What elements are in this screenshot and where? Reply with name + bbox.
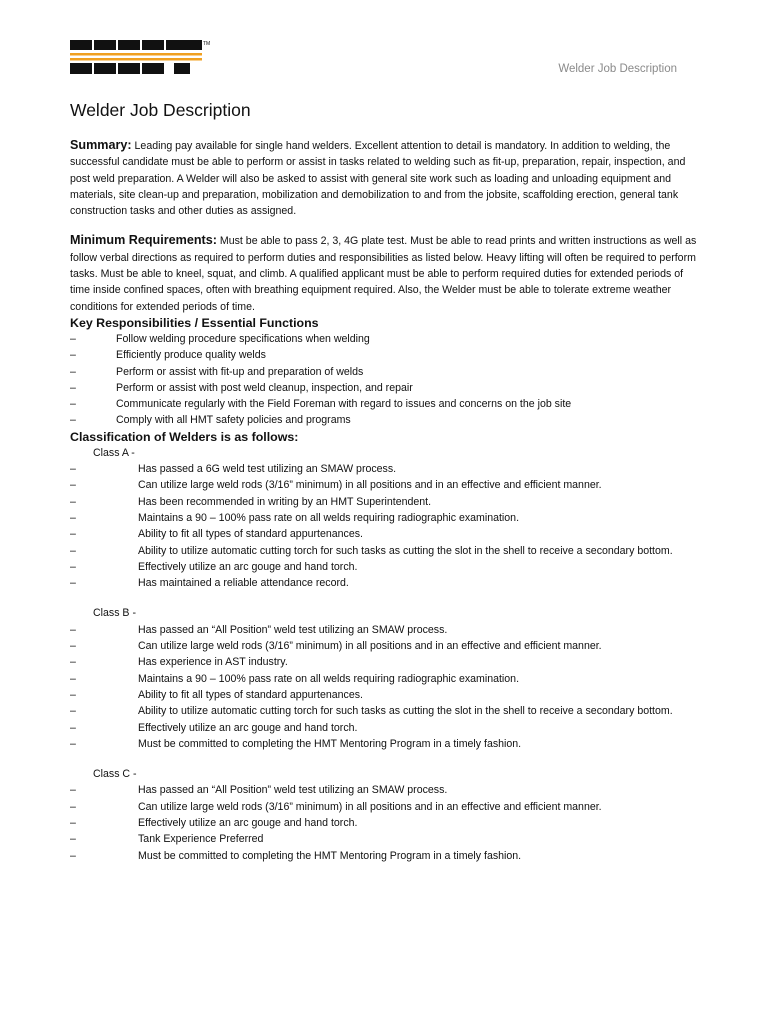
list-item-text: Perform or assist with post weld cleanup, inspection, and repair xyxy=(116,381,413,394)
list-dash: – xyxy=(70,414,76,427)
list-item xyxy=(70,782,700,798)
list-item-text: Ability to fit all types of standard appurtenances. xyxy=(138,688,363,701)
list-dash: – xyxy=(70,833,76,846)
list-dash: – xyxy=(70,544,76,557)
class-c-label: Class C - xyxy=(93,768,137,781)
list-dash: – xyxy=(70,656,76,669)
list-item-text: Has passed a 6G weld test utilizing an SMAW process. xyxy=(138,463,397,476)
list-dash: – xyxy=(70,705,76,718)
list-item xyxy=(70,461,700,477)
hmt-logo-graphic xyxy=(70,40,210,76)
list-dash: – xyxy=(70,560,76,573)
list-item xyxy=(70,477,700,493)
list-dash: – xyxy=(70,849,76,862)
list-item xyxy=(70,412,700,428)
page-title: Welder Job Description xyxy=(70,100,251,120)
list-dash: – xyxy=(70,577,76,590)
list-item-text: Maintains a 90 – 100% pass rate on all welds requiring radiographic examination. xyxy=(138,511,520,524)
list-item xyxy=(70,347,700,363)
list-item xyxy=(70,494,700,510)
list-item-text: Effectively utilize an arc gouge and hand torch. xyxy=(138,721,358,734)
requirements-text: Must be able to pass 2, 3, 4G plate test. Must be able to read prints and written instructions as well as follow verbal directions as required to perform duties and responsibilities as listed below. Heavy lifting will often be required to perform tasks. Must be able to kneel, squat, and climb. A qualified applicant must be able to perform required duties for extended periods of time inside confined spaces, often with breathing equipment required. Also, the Welder must be able to tolerate extreme weather conditions for extended periods of time. xyxy=(70,235,697,313)
list-item-text: Perform or assist with fit-up and preparation of welds xyxy=(116,365,364,378)
list-item-text: Communicate regularly with the Field Foreman with regard to issues and concerns on the job site xyxy=(116,398,572,411)
list-item xyxy=(70,331,700,347)
list-item-text: Has experience in AST industry. xyxy=(138,656,288,669)
list-item xyxy=(70,510,700,526)
list-dash: – xyxy=(70,640,76,653)
list-item-text: Must be committed to completing the HMT Mentoring Program in a timely fashion. xyxy=(138,737,522,750)
responsibilities-heading: Key Responsibilities / Essential Functions xyxy=(70,315,319,330)
list-dash: – xyxy=(70,479,76,492)
summary-label: Summary: xyxy=(70,138,132,152)
list-item-text: Can utilize large weld rods (3/16” minimum) in all positions and in an effective and efficient manner. xyxy=(138,479,602,492)
list-item xyxy=(70,559,700,575)
svg-text:TM: TM xyxy=(203,41,210,47)
list-item-text: Can utilize large weld rods (3/16” minimum) in all positions and in an effective and efficient manner. xyxy=(138,800,602,813)
list-dash: – xyxy=(70,721,76,734)
summary-paragraph xyxy=(70,137,700,219)
list-dash: – xyxy=(70,528,76,541)
list-dash: – xyxy=(70,398,76,411)
list-item-text: Ability to utilize automatic cutting torch for such tasks as cutting the slot in the shell to receive a secondary bottom. xyxy=(138,705,673,718)
list-item-text: Tank Experience Preferred xyxy=(138,833,264,846)
list-item-text: Follow welding procedure specifications when welding xyxy=(116,332,370,345)
list-item-text: Effectively utilize an arc gouge and hand torch. xyxy=(138,560,358,573)
list-item xyxy=(70,526,700,542)
class-a-label: Class A - xyxy=(93,446,135,459)
list-item-text: Has maintained a reliable attendance record. xyxy=(138,577,349,590)
list-item xyxy=(70,703,700,719)
responsibilities-list xyxy=(70,331,700,429)
list-item-text: Comply with all HMT safety policies and programs xyxy=(116,414,351,427)
list-item-text: Has been recommended in writing by an HMT Superintendent. xyxy=(138,495,432,508)
list-item-text: Has passed an “All Position” weld test utilizing an SMAW process. xyxy=(138,784,448,797)
list-item-text: Effectively utilize an arc gouge and hand torch. xyxy=(138,816,358,829)
list-item xyxy=(70,622,700,638)
list-dash: – xyxy=(70,623,76,636)
list-item xyxy=(70,396,700,412)
requirements-paragraph xyxy=(70,232,700,314)
list-dash: – xyxy=(70,365,76,378)
list-item xyxy=(70,848,700,864)
list-dash: – xyxy=(70,737,76,750)
list-item xyxy=(70,380,700,396)
list-item-text: Maintains a 90 – 100% pass rate on all welds requiring radiographic examination. xyxy=(138,672,520,685)
list-item-text: Ability to fit all types of standard appurtenances. xyxy=(138,528,363,541)
list-item xyxy=(70,575,700,591)
list-dash: – xyxy=(70,672,76,685)
list-dash: – xyxy=(70,816,76,829)
list-dash: – xyxy=(70,784,76,797)
list-item xyxy=(70,638,700,654)
class-b-list xyxy=(70,622,700,752)
list-dash: – xyxy=(70,463,76,476)
hmt-logo xyxy=(70,40,210,76)
list-dash: – xyxy=(70,495,76,508)
class-a-list xyxy=(70,461,700,591)
list-item xyxy=(70,687,700,703)
list-item xyxy=(70,736,700,752)
requirements-label: Minimum Requirements: xyxy=(70,233,217,248)
list-item-text: Efficiently produce quality welds xyxy=(116,349,266,362)
summary-text: Leading pay available for single hand welders. Excellent attention to detail is mandatory. In addition to welding, the successful candidate must be able to perform or assist in tasks related to welding such as fit-up, preparation, repair, inspection, and post weld preparation. A Welder will also be asked to assist with general site work such as loading and unloading equipment and materials, site clean-up and preparation, mobilization and demobilization to and from the jobsite, scaffolding erection, general tank construction tasks and other duties as assigned. xyxy=(70,140,686,218)
list-item xyxy=(70,654,700,670)
document-body xyxy=(70,98,700,864)
list-dash: – xyxy=(70,511,76,524)
list-dash: – xyxy=(70,332,76,345)
list-dash: – xyxy=(70,688,76,701)
class-b-label: Class B - xyxy=(93,607,136,620)
list-item xyxy=(70,364,700,380)
list-item xyxy=(70,720,700,736)
list-item xyxy=(70,815,700,831)
list-dash: – xyxy=(70,381,76,394)
list-item xyxy=(70,831,700,847)
list-item-text: Ability to utilize automatic cutting torch for such tasks as cutting the slot in the shell to receive a secondary bottom. xyxy=(138,544,673,557)
list-item xyxy=(70,799,700,815)
list-item xyxy=(70,543,700,559)
list-item-text: Can utilize large weld rods (3/16” minimum) in all positions and in an effective and efficient manner. xyxy=(138,640,602,653)
list-item-text: Has passed an “All Position” weld test utilizing an SMAW process. xyxy=(138,623,448,636)
running-header: Welder Job Description xyxy=(558,63,677,75)
class-c-list xyxy=(70,782,700,863)
list-item xyxy=(70,671,700,687)
list-dash: – xyxy=(70,349,76,362)
list-item-text: Must be committed to completing the HMT Mentoring Program in a timely fashion. xyxy=(138,849,522,862)
classification-heading: Classification of Welders is as follows: xyxy=(70,429,299,444)
list-dash: – xyxy=(70,800,76,813)
